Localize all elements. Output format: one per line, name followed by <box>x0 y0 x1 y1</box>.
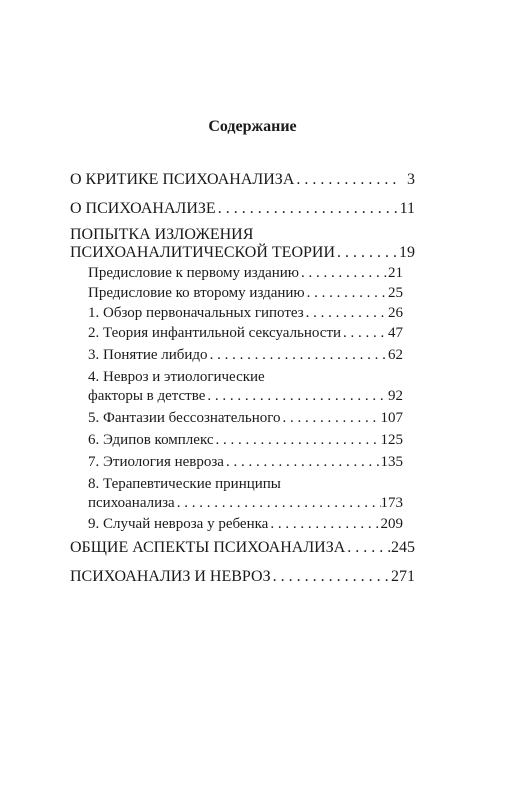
toc-entry-page: 47 <box>388 325 403 341</box>
dot-leader <box>175 493 381 513</box>
toc-subentry-8-line2 <box>88 493 403 513</box>
dot-leader <box>208 345 388 365</box>
dot-leader <box>345 538 391 558</box>
toc-entry-title: Предисловие ко второму изданию <box>88 285 305 301</box>
dot-leader <box>271 567 391 587</box>
toc-subentry-8-line1 <box>88 474 403 494</box>
toc-entry-title: 7. Этиология невроза <box>88 454 224 470</box>
toc-entry-title: факторы в детстве <box>88 388 206 404</box>
toc-entry-title: 2. Теория инфантильной сексуальности <box>88 325 342 341</box>
toc-entry-page: 135 <box>380 454 403 470</box>
toc-entry-title: ПСИХОАНАЛИЗ И НЕВРОЗ <box>70 568 271 585</box>
toc-entry-page: 173 <box>380 495 403 511</box>
toc-entry-title: 1. Обзор первоначальных гипотез <box>88 305 304 321</box>
toc-entry-page: 25 <box>388 285 403 301</box>
page-title: Содержание <box>208 118 297 135</box>
dot-leader <box>305 283 388 303</box>
toc-entry-title: 6. Эдипов комплекс <box>88 432 214 448</box>
toc-subentry-9 <box>88 514 403 534</box>
toc-entry-title: 4. Невроз и этиологические <box>88 369 265 385</box>
toc-subentry-2 <box>88 323 403 343</box>
toc-entry-title: 9. Случай невроза у ребенка <box>88 516 269 532</box>
toc-entry-page: 107 <box>380 410 403 426</box>
toc-subentry-3 <box>88 345 403 365</box>
toc-entry-page: 92 <box>388 388 403 404</box>
toc-entry-critique <box>70 170 415 190</box>
dot-leader <box>304 303 388 323</box>
dot-leader <box>216 199 400 219</box>
toc-subentry-7 <box>88 452 403 472</box>
toc-entry-title: психоанализа <box>88 495 175 511</box>
toc-entry-title: 8. Терапевтические принципы <box>88 476 281 492</box>
toc-entry-page: 209 <box>380 516 403 532</box>
toc-entry-page: 19 <box>399 244 415 261</box>
toc-entry-page: 125 <box>380 432 403 448</box>
toc-entry-title: ОБЩИЕ АСПЕКТЫ ПСИХОАНАЛИЗА <box>70 539 346 556</box>
toc-subentry-1 <box>88 303 403 323</box>
toc-entry-page: 26 <box>388 305 403 321</box>
dot-leader <box>341 323 388 343</box>
toc-entry-title: 3. Понятие либидо <box>88 347 208 363</box>
dot-leader <box>214 430 381 450</box>
toc-entry-psychoanalysis-neurosis <box>70 567 415 587</box>
dot-leader <box>294 170 401 190</box>
toc-entry-title: О КРИТИКЕ ПСИХОАНАЛИЗА <box>70 171 295 188</box>
toc-entry-attempt-line1 <box>70 225 415 245</box>
dot-leader <box>335 243 399 263</box>
toc-entry-general-aspects <box>70 538 415 558</box>
toc-entry-title: 5. Фантазии бессознательного <box>88 410 281 426</box>
toc-subentry-4-line1 <box>88 367 403 387</box>
dot-leader <box>281 408 381 428</box>
toc-entry-title: Предисловие к первому изданию <box>88 265 300 281</box>
toc-subentry-4-line2 <box>88 386 403 406</box>
dot-leader <box>224 452 381 472</box>
toc-subentry-preface-1 <box>88 263 403 283</box>
toc-entry-title: О ПСИХОАНАЛИЗЕ <box>70 200 216 217</box>
toc-subentry-5 <box>88 408 403 428</box>
toc-entry-title: ПОПЫТКА ИЗЛОЖЕНИЯ <box>70 226 254 243</box>
toc-subentry-6 <box>88 430 403 450</box>
dot-leader <box>268 514 380 534</box>
toc-entry-attempt-line2 <box>70 243 415 263</box>
toc-entry-page: 3 <box>407 171 415 188</box>
toc-entry-page: 62 <box>388 347 403 363</box>
dot-leader <box>299 263 388 283</box>
toc-subentry-preface-2 <box>88 283 403 303</box>
dot-leader <box>205 386 388 406</box>
toc-entry-title: ПСИХОАНАЛИТИЧЕСКОЙ ТЕОРИИ <box>70 244 336 261</box>
toc-entry-page: 245 <box>391 539 415 556</box>
toc-entry-page: 21 <box>388 265 403 281</box>
toc-entry-on-psychoanalysis <box>70 199 415 219</box>
toc-entry-page: 11 <box>399 200 415 217</box>
toc-entry-page: 271 <box>391 568 415 585</box>
